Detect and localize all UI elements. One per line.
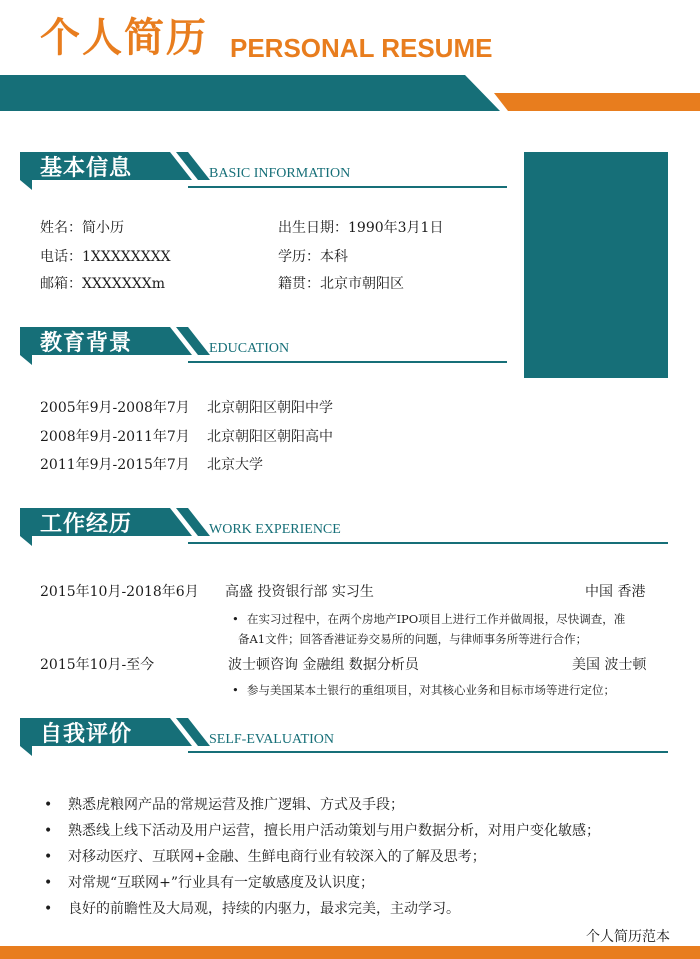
education-school: 北京朝阳区朝阳中学: [207, 400, 333, 416]
section-subtitle: WORK EXPERIENCE: [209, 522, 341, 537]
section-header-self-evaluation: [20, 716, 670, 768]
degree-field: 学历：本科: [278, 249, 348, 265]
education-period: 2008年9月-2011年7月: [40, 429, 190, 445]
footer-caption: 个人简历范本: [586, 929, 670, 945]
phone-field: 电话：1XXXXXXXX: [40, 249, 171, 265]
origin-field: 籍贯：北京市朝阳区: [278, 276, 404, 292]
resume-title: 个人简历: [40, 15, 208, 61]
work-detail: 备A1文件；回答香港证券交易所的问题，与律师事务所等进行合作；: [238, 632, 588, 646]
self-evaluation-item: 良好的前瞻性及大局观，持续的内驱力，最求完美，主动学习。: [68, 901, 460, 917]
section-subtitle: BASIC INFORMATION: [209, 166, 351, 181]
section-subtitle: EDUCATION: [209, 341, 290, 356]
resume-title-english: PERSONAL RESUME: [230, 33, 493, 63]
section-header-basic: [20, 150, 670, 202]
education-school: 北京朝阳区朝阳高中: [207, 429, 333, 445]
education-period: 2005年9月-2008年7月: [40, 400, 190, 416]
education-period: 2011年9月-2015年7月: [40, 457, 190, 473]
work-location: 中国 香港: [585, 584, 646, 600]
section-title: 自我评价: [40, 722, 133, 747]
work-location: 美国 波士顿: [572, 657, 647, 673]
section-header-work: [20, 506, 670, 558]
bullet-dot-icon: •: [232, 612, 239, 626]
self-evaluation-item: 对常规“互联网+”行业具有一定敏感度及认识度；: [68, 875, 375, 891]
birth-field: 出生日期：1990年3月1日: [278, 220, 444, 236]
bullet-dot-icon: •: [232, 683, 239, 697]
education-school: 北京大学: [207, 457, 263, 473]
work-period: 2015年10月-2018年6月: [40, 584, 199, 600]
email-field: 邮箱：XXXXXXXm: [40, 276, 166, 292]
self-evaluation-item: 熟悉虎粮网产品的常规运营及推广逻辑、方式及手段；: [68, 797, 404, 813]
bullet-dot-icon: •: [44, 797, 53, 813]
work-detail: 在实习过程中，在两个房地产IPO项目上进行工作并做周报，尽快调查，准: [247, 612, 626, 626]
work-period: 2015年10月-至今: [40, 657, 155, 673]
footer-band: [0, 946, 700, 959]
work-detail: 参与美国某本土银行的重组项目，对其核心业务和目标市场等进行定位；: [247, 683, 615, 697]
section-title: 工作经历: [40, 512, 133, 537]
self-evaluation-item: 熟悉线上线下活动及用户运营，擅长用户活动策划与用户数据分析，对用户变化敏感；: [68, 823, 600, 839]
bullet-dot-icon: •: [44, 901, 53, 917]
section-title: 教育背景: [40, 331, 133, 356]
bullet-dot-icon: •: [44, 875, 53, 891]
bullet-dot-icon: •: [44, 849, 53, 865]
self-evaluation-item: 对移动医疗、互联网+金融、生鲜电商行业有较深入的了解及思考；: [68, 849, 486, 865]
name-field: 姓名：简小历: [40, 220, 124, 236]
section-title: 基本信息: [40, 156, 133, 181]
section-header-education: [20, 325, 670, 377]
work-role: 高盛 投资银行部 实习生: [225, 584, 374, 600]
bullet-dot-icon: •: [44, 823, 53, 839]
header-band: [0, 75, 700, 115]
section-subtitle: SELF-EVALUATION: [209, 732, 334, 747]
work-role: 波士顿咨询 金融组 数据分析员: [228, 657, 419, 673]
